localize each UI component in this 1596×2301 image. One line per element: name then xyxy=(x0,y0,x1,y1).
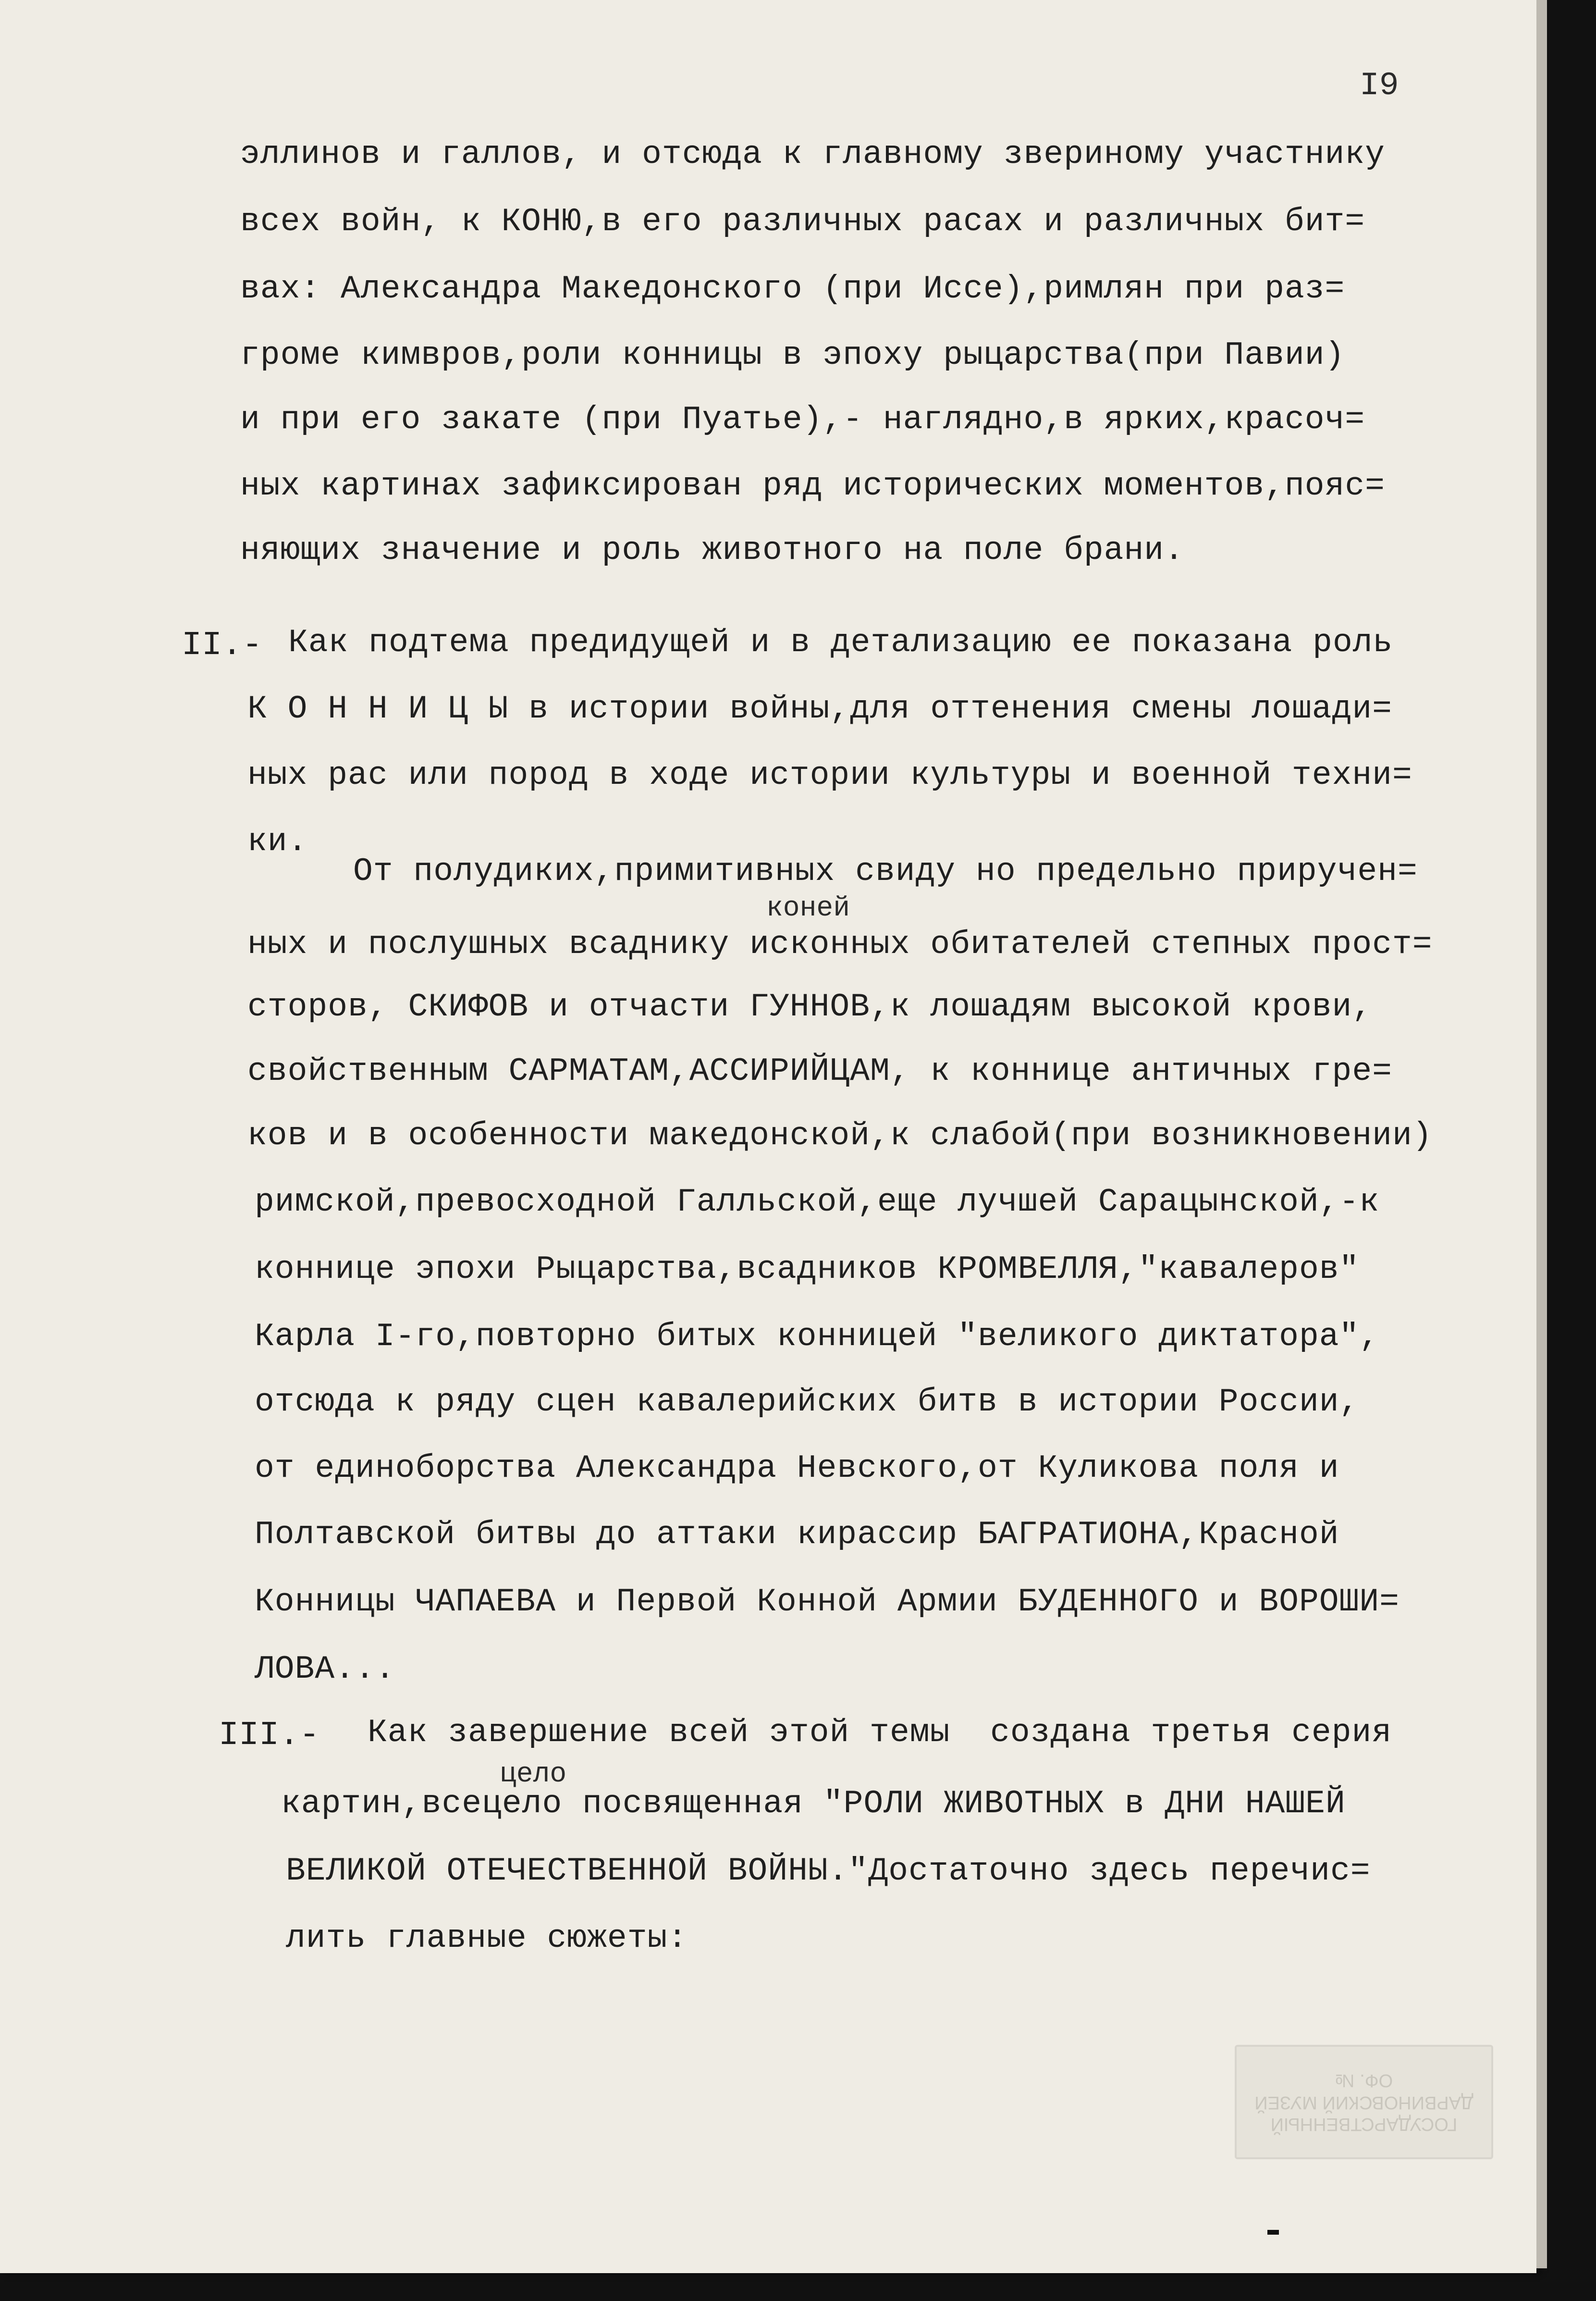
text-line: К О Н Н И Ц Ы в истории войны,для оттенения смены лошади= xyxy=(247,691,1392,728)
text-line: отсюда к ряду сцен кавалерийских битв в истории России, xyxy=(255,1384,1360,1421)
text-line: Конницы ЧАПАЕВА и Первой Конной Армии БУДЕННОГО и ВОРОШИ= xyxy=(255,1583,1400,1621)
text-line: громе кимвров,роли конницы в эпоху рыцарства(при Павии) xyxy=(240,337,1345,374)
text-line: лить главные сюжеты: xyxy=(286,1920,688,1957)
stamp-line: ДАРВИНОВСКИЙ МУЗЕЙ xyxy=(1254,2092,1473,2113)
text-line: Карла I-го,повторно битых конницей "великого диктатора", xyxy=(255,1318,1380,1355)
section-numeral: III.- xyxy=(219,1717,320,1755)
text-line: ЛОВА... xyxy=(255,1651,395,1688)
text-line: Как завершение всей этой темы создана третья серия xyxy=(368,1714,1392,1751)
text-line: Полтавской битвы до аттаки кирассир БАГРАТИОНА,Красной xyxy=(255,1516,1339,1553)
text-line: ных рас или пород в ходе истории культуры и военной техни= xyxy=(247,757,1412,794)
text-line: картин,всецело посвященная "РОЛИ ЖИВОТНЫХ в ДНИ НАШЕЙ xyxy=(281,1785,1346,1822)
ink-mark xyxy=(1267,2230,1279,2235)
text-line: сторов, СКИФОВ и отчасти ГУННОВ,к лошадям высокой крови, xyxy=(247,989,1373,1026)
text-line: От полудиких,примитивных свиду но предельно приручен= xyxy=(353,853,1418,890)
text-line: вах: Александра Македонского (при Иссе),римлян при раз= xyxy=(240,271,1345,308)
museum-stamp xyxy=(1235,2045,1493,2159)
text-line: всех войн, к КОНЮ,в его различных расах и различных бит= xyxy=(240,203,1365,240)
page-number: I9 xyxy=(1360,67,1399,104)
text-line: эллинов и галлов, и отсюда к главному звериному участнику xyxy=(240,136,1385,173)
text-line: римской,превосходной Галльской,еще лучшей Сарацынской,-к xyxy=(255,1184,1380,1221)
handwritten-insertion: цело xyxy=(500,1759,567,1790)
handwritten-insertion: коней xyxy=(766,893,850,924)
text-line: ВЕЛИКОЙ ОТЕЧЕСТВЕННОЙ ВОЙНЫ."Достаточно здесь перечис= xyxy=(286,1853,1371,1890)
text-line: от единоборства Александра Невского,от Куликова поля и xyxy=(255,1450,1339,1487)
text-line: и при его закате (при Пуатье),- наглядно,в ярких,красоч= xyxy=(240,401,1365,438)
text-line: ки. xyxy=(247,823,308,860)
text-line: ных и послушных всаднику исконных обитателей степных прост= xyxy=(247,926,1433,963)
text-line: коннице эпохи Рыцарства,всадников КРОМВЕЛЛЯ,"кавалеров" xyxy=(255,1251,1360,1288)
stamp-line: ГОСУДАРСТВЕННЫЙ xyxy=(1270,2114,1458,2135)
stamp-line: ОФ. № xyxy=(1335,2070,1393,2091)
text-line: ков и в особенности македонской,к слабой(при возникновении) xyxy=(247,1117,1433,1154)
text-line: ных картинах зафиксирован ряд исторических моментов,пояс= xyxy=(240,468,1385,505)
text-line: Как подтема предидущей и в детализацию ее показана роль xyxy=(288,624,1393,661)
page-edge xyxy=(1536,0,1547,2268)
text-line: няющих значение и роль животного на поле брани. xyxy=(240,532,1184,569)
text-line: свойственным САРМАТАМ,АССИРИЙЦАМ, к коннице античных гре= xyxy=(247,1053,1392,1090)
section-numeral: II.- xyxy=(182,627,263,665)
